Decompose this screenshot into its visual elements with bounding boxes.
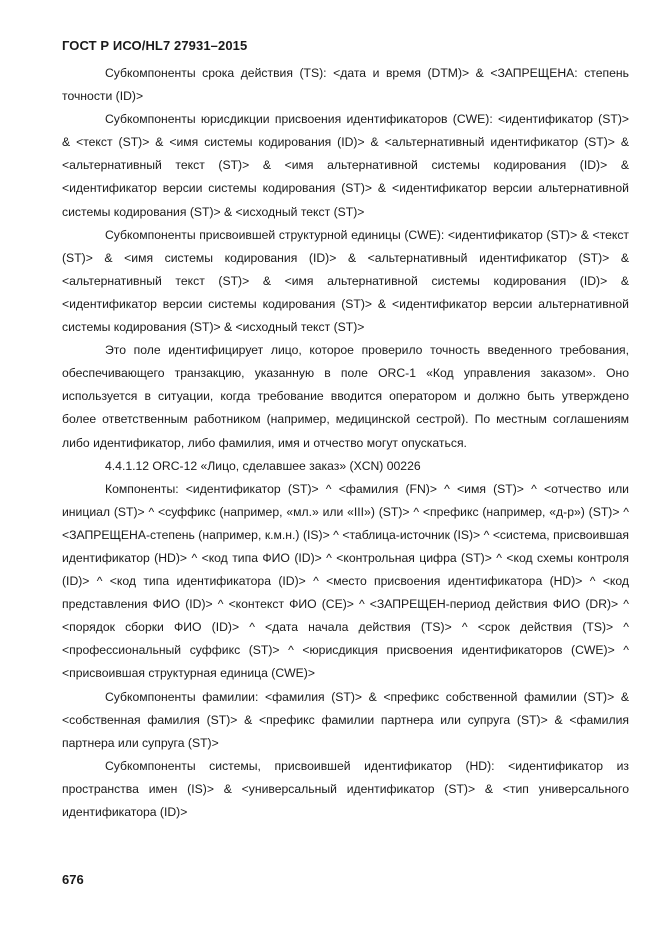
paragraph-components: Компоненты: <идентификатор (ST)> ^ <фамилия (FN)> ^ <имя (ST)> ^ <отчество или инициал (ST)> ^ <суффикс (например, «мл.» или «III») (ST)> ^ <префикс (например, «д-р») (ST)> ^ <ЗАПРЕЩЕНА-степень (например, к.м.н.) (IS)> ^ <таблица-источник (IS)> ^ <система, присвоившая идентификатор (HD)> ^ <код типа ФИО (ID)> ^ <контрольная цифра (ST)> ^ <код схемы контроля (ID)> ^ <код типа идентификатора (ID)> ^ <место присвоения идентификатора (HD)> ^ <код представления ФИО (ID)> ^ <контекст ФИО (CE)> ^ <ЗАПРЕЩЕН-период действия ФИО (DR)> ^ <порядок сборки ФИО (ID)> ^ <дата начала действия (TS)> ^ <срок действия (TS)> ^ <профессиональный суффикс (ST)> ^ <юрисдикция присвоения идентификаторов (CWE)> ^ <присвоившая структурная единица (CWE)> [62, 481, 629, 681]
section-heading-orc-12: 4.4.1.12 ORC-12 «Лицо, сделавшее заказ» (XCN) 00226 [105, 458, 421, 473]
document-body [62, 62, 629, 824]
paragraph-field-description: Это поле идентифицирует лицо, которое проверило точность введенного требования, обеспечивающего транзакцию, указанную в поле ORC-1 «Код управления заказом». Оно используется в ситуации, когда требование вводится оператором и должно быть утверждено более ответственным работником (например, медицинской сестрой). По местным соглашениям либо идентификатор, либо фамилия, имя и отчество могут опускаться. [62, 343, 629, 450]
paragraph-assigning-system-subcomponents: Субкомпоненты системы, присвоившей идентификатор (HD): <идентификатор из пространства имен (IS)> & <универсальный идентификатор (ST)> & <тип универсального идентификатора (ID)> [62, 758, 629, 819]
paragraph-assigning-unit-subcomponents: Субкомпоненты присвоившей структурной единицы (CWE): <идентификатор (ST)> & <текст (ST)> & <имя системы кодирования (ID)> & <альтернативный идентификатор (ST)> & <альтернативный текст (ST)> & <имя альтернативной системы кодирования (ID)> & <идентификатор версии системы кодирования (ST)> & <идентификатор версии альтернативной системы кодирования (ST)> & <исходный текст (ST)> [62, 227, 629, 335]
paragraph-validity-subcomponents: Субкомпоненты срока действия (TS): <дата и время (DTM)> & <ЗАПРЕЩЕНА: степень точности (ID)> [62, 66, 629, 104]
document-header: ГОСТ Р ИСО/HL7 27931–2015 [62, 38, 248, 53]
paragraph-jurisdiction-subcomponents: Субкомпоненты юрисдикции присвоения идентификаторов (CWE): <идентификатор (ST)> & <текст (ST)> & <имя системы кодирования (ID)> & <альтернативный идентификатор (ST)> & <альтернативный текст (ST)> & <имя альтернативной системы кодирования (ID)> & <идентификатор версии системы кодирования (ST)> & <идентификатор версии альтернативной системы кодирования (ST)> & <исходный текст (ST)> [62, 112, 629, 219]
page-number: 676 [62, 872, 84, 887]
paragraph-family-name-subcomponents: Субкомпоненты фамилии: <фамилия (ST)> & <префикс собственной фамилии (ST)> & <собственная фамилия (ST)> & <префикс фамилии партнера или супруга (ST)> & <фамилия партнера или супруга (ST)> [62, 689, 629, 750]
